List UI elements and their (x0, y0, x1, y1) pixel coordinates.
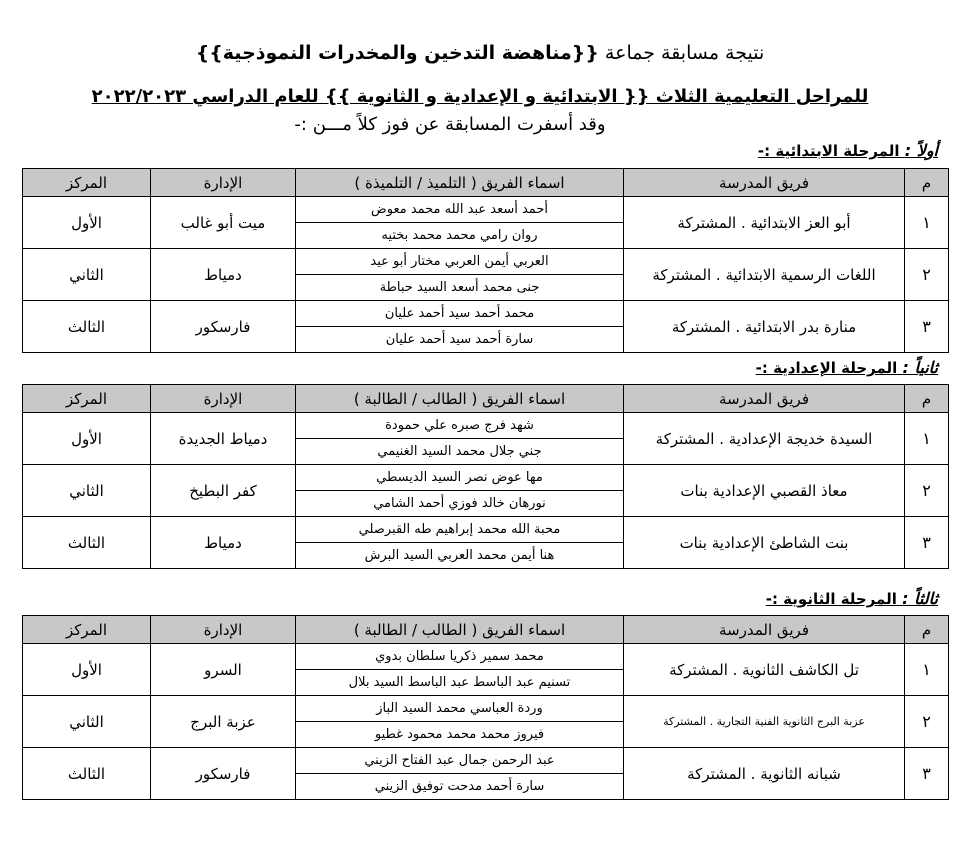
section-name: المرحلة الابتدائية :- (757, 142, 900, 160)
section-name: المرحلة الإعدادية :- (755, 359, 898, 377)
row-rank: الثاني (23, 465, 151, 517)
row-num: ١ (905, 413, 949, 465)
section-name: المرحلة الثانوية :- (765, 590, 897, 608)
row-member: تسنيم عبد الباسط عبد الباسط السيد بلال (296, 670, 624, 696)
row-school: أبو العز الابتدائية . المشتركة (624, 197, 905, 249)
table-row (23, 748, 949, 774)
row-member: جنى محمد أسعد السيد حباطة (296, 275, 624, 301)
row-member: محمد أحمد سيد أحمد عليان (296, 301, 624, 327)
header-admin: الإدارة (151, 616, 296, 644)
title-line-3: وقد أسفرت المسابقة عن فوز كلاً مـــن :- (294, 114, 606, 135)
row-member: نورهان خالد فوزي أحمد الشامي (296, 491, 624, 517)
row-num: ١ (905, 644, 949, 696)
title-line-1 (0, 42, 960, 64)
header-rank: المركز (23, 169, 151, 197)
title-competition-name: {{مناهضة التدخين والمخدرات النموذجية}} (195, 42, 599, 64)
header-num: م (905, 616, 949, 644)
row-member: روان رامي محمد محمد بختيه (296, 223, 624, 249)
title-line-2: للمراحل التعليمية الثلاث {{ الابتدائية و الإعدادية و الثانوية }} للعام الدراسي ٢٠٢٢/٢٠٢٣ (91, 86, 869, 107)
row-school: معاذ القصبي الإعدادية بنات (624, 465, 905, 517)
section-title-primary (758, 141, 938, 160)
row-admin: ميت أبو غالب (151, 197, 296, 249)
row-member: فيروز محمد محمد محمود غطيو (296, 722, 624, 748)
results-table-secondary (22, 615, 949, 800)
row-num: ٣ (905, 301, 949, 353)
row-num: ٣ (905, 748, 949, 800)
row-admin: فارسكور (151, 301, 296, 353)
row-member: أحمد أسعد عبد الله محمد معوض (296, 197, 624, 223)
row-member: سارة أحمد سيد أحمد عليان (296, 327, 624, 353)
row-member: محمد سمير ذكريا سلطان بدوي (296, 644, 624, 670)
section-title-secondary (766, 589, 938, 608)
row-admin: دمياط الجديدة (151, 413, 296, 465)
section-ordinal: أولاً : (904, 141, 938, 160)
row-admin: كفر البطيخ (151, 465, 296, 517)
row-rank: الثالث (23, 517, 151, 569)
header-num: م (905, 385, 949, 413)
row-admin: السرو (151, 644, 296, 696)
header-names: اسماء الفريق ( التلميذ / التلميذة ) (296, 169, 624, 197)
header-admin: الإدارة (151, 169, 296, 197)
title-prefix: نتيجة مسابقة جماعة (604, 42, 765, 64)
table-row (23, 197, 949, 223)
table-row (23, 517, 949, 543)
header-school: فريق المدرسة (624, 385, 905, 413)
table-header-row (23, 385, 949, 413)
row-rank: الثاني (23, 696, 151, 748)
row-member: شهد فرج صبره علي حمودة (296, 413, 624, 439)
row-admin: فارسكور (151, 748, 296, 800)
row-school: شبانه الثانوية . المشتركة (624, 748, 905, 800)
row-school: منارة بدر الابتدائية . المشتركة (624, 301, 905, 353)
row-admin: دمياط (151, 517, 296, 569)
row-member: عبد الرحمن جمال عبد الفتاح الزيني (296, 748, 624, 774)
table-row (23, 249, 949, 275)
row-school: السيدة خديجة الإعدادية . المشتركة (624, 413, 905, 465)
row-member: سارة أحمد مدحت توفيق الزيني (296, 774, 624, 800)
header-rank: المركز (23, 616, 151, 644)
row-rank: الثالث (23, 748, 151, 800)
header-rank: المركز (23, 385, 151, 413)
row-num: ٢ (905, 249, 949, 301)
row-rank: الأول (23, 413, 151, 465)
table-row (23, 696, 949, 722)
section-ordinal: ثالثاً : (902, 589, 938, 608)
row-rank: الأول (23, 644, 151, 696)
results-table-preparatory (22, 384, 949, 569)
header-num: م (905, 169, 949, 197)
table-row (23, 301, 949, 327)
row-num: ٢ (905, 465, 949, 517)
row-school: اللغات الرسمية الابتدائية . المشتركة (624, 249, 905, 301)
row-member: العربي أيمن العربي مختار أبو عيد (296, 249, 624, 275)
row-rank: الثاني (23, 249, 151, 301)
row-admin: عزبة البرج (151, 696, 296, 748)
row-member: جني جلال محمد السيد الغنيمي (296, 439, 624, 465)
row-school: عزبة البرج الثانوية الفنية التجارية . المشتركة (624, 696, 905, 748)
table-row (23, 413, 949, 439)
results-table-primary (22, 168, 949, 353)
row-school: بنت الشاطئ الإعدادية بنات (624, 517, 905, 569)
row-num: ١ (905, 197, 949, 249)
header-school: فريق المدرسة (624, 616, 905, 644)
table-header-row (23, 169, 949, 197)
row-member: هنا أيمن محمد العربي السيد البرش (296, 543, 624, 569)
row-member: وردة العباسي محمد السيد الباز (296, 696, 624, 722)
section-ordinal: ثانياً : (902, 358, 938, 377)
row-rank: الأول (23, 197, 151, 249)
table-header-row (23, 616, 949, 644)
section-title-preparatory (756, 358, 938, 377)
table-row (23, 465, 949, 491)
row-num: ٣ (905, 517, 949, 569)
row-member: مها عوض نصر السيد الديسطي (296, 465, 624, 491)
header-admin: الإدارة (151, 385, 296, 413)
table-row (23, 644, 949, 670)
row-num: ٢ (905, 696, 949, 748)
header-names: اسماء الفريق ( الطالب / الطالبة ) (296, 616, 624, 644)
row-admin: دمياط (151, 249, 296, 301)
row-rank: الثالث (23, 301, 151, 353)
row-school: تل الكاشف الثانوية . المشتركة (624, 644, 905, 696)
row-member: محبة الله محمد إبراهيم طه القبرصلي (296, 517, 624, 543)
header-school: فريق المدرسة (624, 169, 905, 197)
header-names: اسماء الفريق ( الطالب / الطالبة ) (296, 385, 624, 413)
